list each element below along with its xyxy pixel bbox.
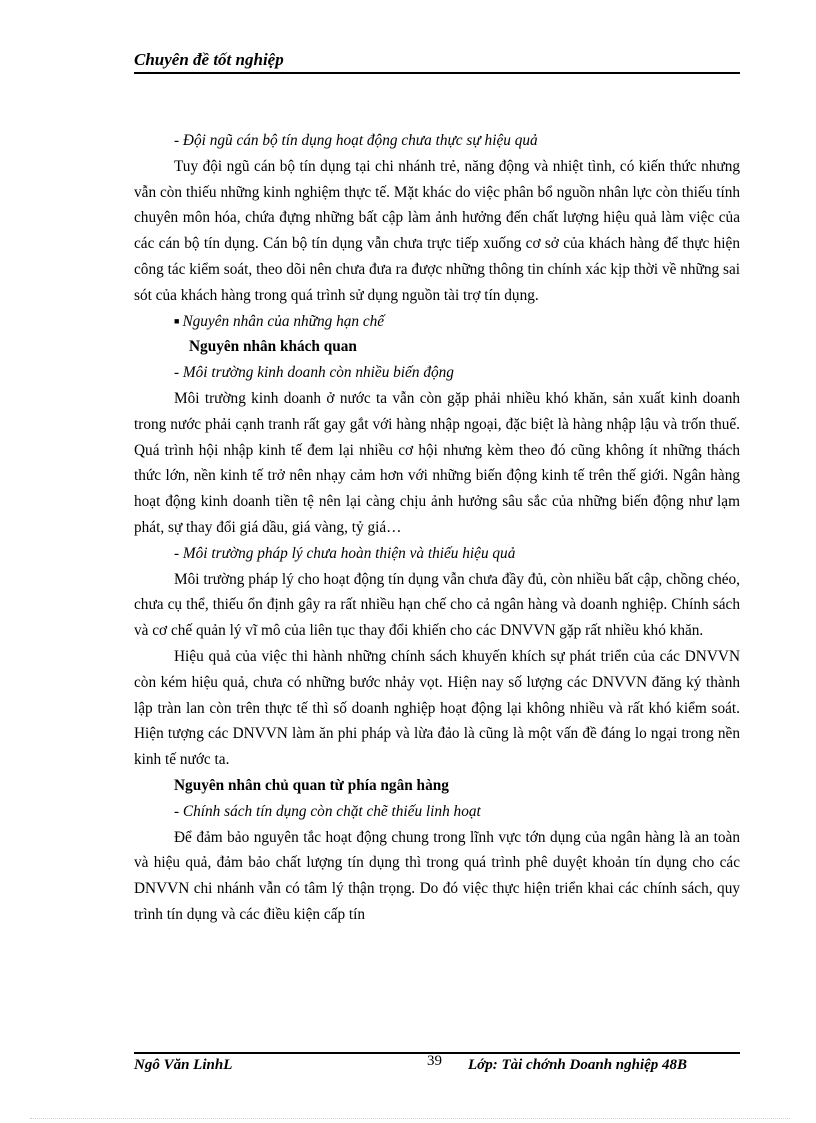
paragraph-business-environment: Môi trường kinh doanh ở nước ta vẫn còn gặp phải nhiều khó khăn, sản xuất kinh doanh trong nước phải cạnh tranh rất gay gắt với hàng nhập ngoại, đặc biệt là hàng nhập lậu và trốn thuế. Quá trình hội nhập kinh tế đem lại nhiều cơ hội nhưng kèm theo đó cũng không ít những thách thức lớn, nền kinh tế trở nên nhạy cảm hơn với những biến động kinh tế trên thế giới. Ngân hàng hoạt động kinh doanh tiền tệ nên lại càng chịu ảnh hưởng sâu sắc của những biến động như lạm phát, sự thay đổi giá dầu, giá vàng, tỷ giá… xyxy=(134,389,740,536)
page-number: 39 xyxy=(427,1053,442,1069)
header-title: Chuyên đề tốt nghiệp xyxy=(134,50,284,69)
document-body xyxy=(134,128,740,928)
paragraph-credit-policy: Để đảm bảo nguyên tắc hoạt động chung trong lĩnh vực tớn dụng của ngân hàng là an toàn và hiệu quả, đảm bảo chất lượng tín dụng thì trong quá trình phê duyệt khoản tín dụng cho các DNVVN chi nhánh vẫn có tâm lý thận trọng. Do đó việc thực hiện triển khai các chính sách, quy trình tín dụng và các điều kiện cấp tín xyxy=(134,828,740,923)
paragraph-credit-staff: Tuy đội ngũ cán bộ tín dụng tại chi nhánh trẻ, năng động và nhiệt tình, có kiến thức nhưng vẫn còn thiếu những kinh nghiệm thực tế. Mặt khác do việc phân bổ nguồn nhân lực còn thiếu tính chuyên môn hóa, chứa đựng những bất cập làm ảnh hưởng đến chất lượng hiệu quả làm việc của các cán bộ tín dụng. Cán bộ tín dụng vẫn chưa trực tiếp xuống cơ sở của khách hàng để thực hiện công tác kiểm soát, theo dõi nên chưa đưa ra được những thông tin chính xác kịp thời về những sai sót của khách hàng trong quá trình sử dụng nguồn tài trợ tín dụng. xyxy=(134,157,740,304)
subheading-credit-policy: - Chính sách tín dụng còn chặt chẽ thiếu linh hoạt xyxy=(174,802,481,820)
paragraph-policy-effectiveness: Hiệu quả của việc thi hành những chính sách khuyến khích sự phát triển của các DNVVN còn kém hiệu quả, chưa có những bước nhảy vọt. Hiện nay số lượng các DNVVN đăng ký thành lập tràn lan còn trên thực tế thì số doanh nghiệp hoạt động lại không nhiều và rất khó kiểm soát. Hiện tượng các DNVVN làm ăn phi pháp và lừa đảo là cũng là một vấn đề đáng lo ngại trong nền kinh tế nước ta. xyxy=(134,647,740,769)
subheading-credit-staff: - Đội ngũ cán bộ tín dụng hoạt động chưa thực sự hiệu quả xyxy=(174,132,538,149)
bullet-heading-text: Nguyên nhân của những hạn chế xyxy=(182,312,385,330)
page-edge-divider xyxy=(30,1118,790,1119)
square-bullet-icon: ■ xyxy=(174,315,180,326)
footer-class-label: Lớp: Tài chớnh Doanh nghiệp 48B xyxy=(468,1057,688,1073)
heading-objective-causes: Nguyên nhân khách quan xyxy=(189,338,357,356)
subheading-legal-environment: - Môi trường pháp lý chưa hoàn thiện và thiếu hiệu quả xyxy=(174,544,516,562)
heading-subjective-causes: Nguyên nhân chủ quan từ phía ngân hàng xyxy=(174,776,449,794)
header-rule xyxy=(134,72,740,74)
paragraph-legal-environment: Môi trường pháp lý cho hoạt động tín dụng vẫn chưa đầy đủ, còn nhiều bất cập, chồng chéo, chưa cụ thể, thiếu ổn định gây ra rất nhiều hạn chế cho cả ngân hàng và doanh nghiệp. Chính sách và cơ chế quản lý vĩ mô của liên tục thay đổi khiến cho các DNVVN gặp rất nhiều khó khăn. xyxy=(134,570,740,640)
footer-author: Ngô Văn LinhL xyxy=(134,1057,233,1073)
subheading-business-environment: - Môi trường kinh doanh còn nhiều biến động xyxy=(174,364,454,382)
bullet-heading-causes xyxy=(134,309,740,335)
